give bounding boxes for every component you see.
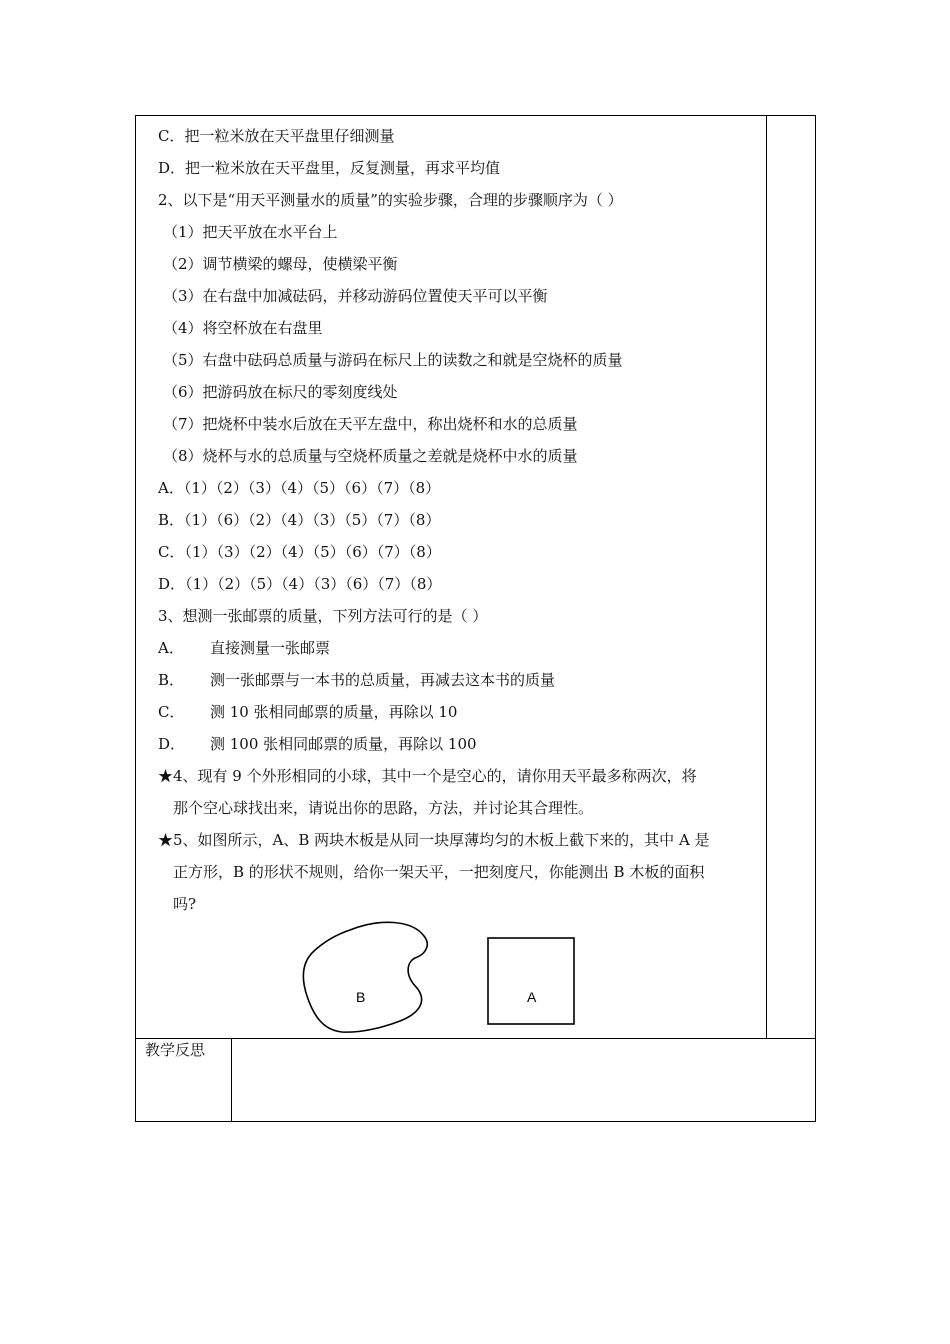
q2-step-1: （1）把天平放在水平台上 bbox=[163, 223, 338, 241]
q3-stem: 3、想测一张邮票的质量，下列方法可行的是（ ） bbox=[158, 607, 488, 625]
q4-line-2: 那个空心球找出来，请说出你的思路，方法，并讨论其合理性。 bbox=[173, 799, 594, 817]
q2-step-3: （3）在右盘中加减砝码，并移动游码位置使天平可以平衡 bbox=[163, 287, 548, 305]
q3-option-c-label: C． bbox=[158, 703, 185, 721]
q2-option-d: D．（1）（2）（5）（4）（3）（6）（7）（8） bbox=[158, 575, 442, 593]
q3-option-c bbox=[158, 702, 457, 722]
q5-line-2: 正方形，B 的形状不规则，给你一架天平，一把刻度尺，你能测出 B 木板的面积 bbox=[173, 863, 705, 881]
q3-option-d-text: 测 100 张相同邮票的质量，再除以 100 bbox=[210, 735, 477, 753]
q3-option-b-text: 测一张邮票与一本书的总质量，再减去这本书的质量 bbox=[210, 671, 556, 689]
q2-stem: 2、以下是“用天平测量水的质量”的实验步骤，合理的步骤顺序为（ ） bbox=[158, 191, 623, 209]
q2-step-5: （5）右盘中砝码总质量与游码在标尺上的读数之和就是空烧杯的质量 bbox=[163, 351, 623, 369]
q5-line-1: ★5、如图所示，A、B 两块木板是从同一块厚薄均匀的木板上截下来的，其中 A 是 bbox=[158, 831, 710, 849]
q3-option-d-label: D． bbox=[158, 735, 186, 753]
q3-option-a-label: A． bbox=[158, 639, 184, 657]
q3-option-c-text: 测 10 张相同邮票的质量，再除以 10 bbox=[210, 703, 458, 721]
reflection-column-divider bbox=[231, 1038, 232, 1122]
reflection-label: 教学反思 bbox=[145, 1041, 206, 1059]
q2-step-8: （8）烧杯与水的总质量与空烧杯质量之差就是烧杯中水的质量 bbox=[163, 447, 578, 465]
q2-step-7: （7）把烧杯中装水后放在天平左盘中，称出烧杯和水的总质量 bbox=[163, 415, 578, 433]
q3-option-b-label: B． bbox=[158, 671, 185, 689]
q2-option-b: B．（1）（6）（2）（4）（3）（5）（7）（8） bbox=[158, 511, 441, 529]
q2-step-6: （6）把游码放在标尺的零刻度线处 bbox=[163, 383, 398, 401]
row-divider bbox=[135, 1038, 816, 1039]
q1-option-c: C．把一粒米放在天平盘里仔细测量 bbox=[158, 127, 395, 145]
q3-option-a bbox=[158, 638, 330, 658]
q2-option-c: C．（1）（3）（2）（4）（5）（6）（7）（8） bbox=[158, 543, 441, 561]
q2-step-2: （2）调节横梁的螺母，使横梁平衡 bbox=[163, 255, 398, 273]
q4-line-1: ★4、现有 9 个外形相同的小球，其中一个是空心的，请你用天平最多称两次，将 bbox=[158, 767, 697, 785]
q3-option-a-text: 直接测量一张邮票 bbox=[210, 639, 331, 657]
q3-option-d bbox=[158, 734, 477, 754]
q1-option-d: D．把一粒米放在天平盘里，反复测量，再求平均值 bbox=[158, 159, 501, 177]
q5-line-3: 吗? bbox=[173, 895, 197, 913]
right-column-divider bbox=[766, 115, 767, 1039]
q2-step-4: （4）将空杯放在右盘里 bbox=[163, 319, 323, 337]
board-b-label: B bbox=[356, 989, 366, 1005]
board-a-label: A bbox=[527, 989, 537, 1005]
q3-option-b bbox=[158, 670, 555, 690]
q2-option-a: A．（1）（2）（3）（4）（5）（6）（7）（8） bbox=[158, 479, 441, 497]
